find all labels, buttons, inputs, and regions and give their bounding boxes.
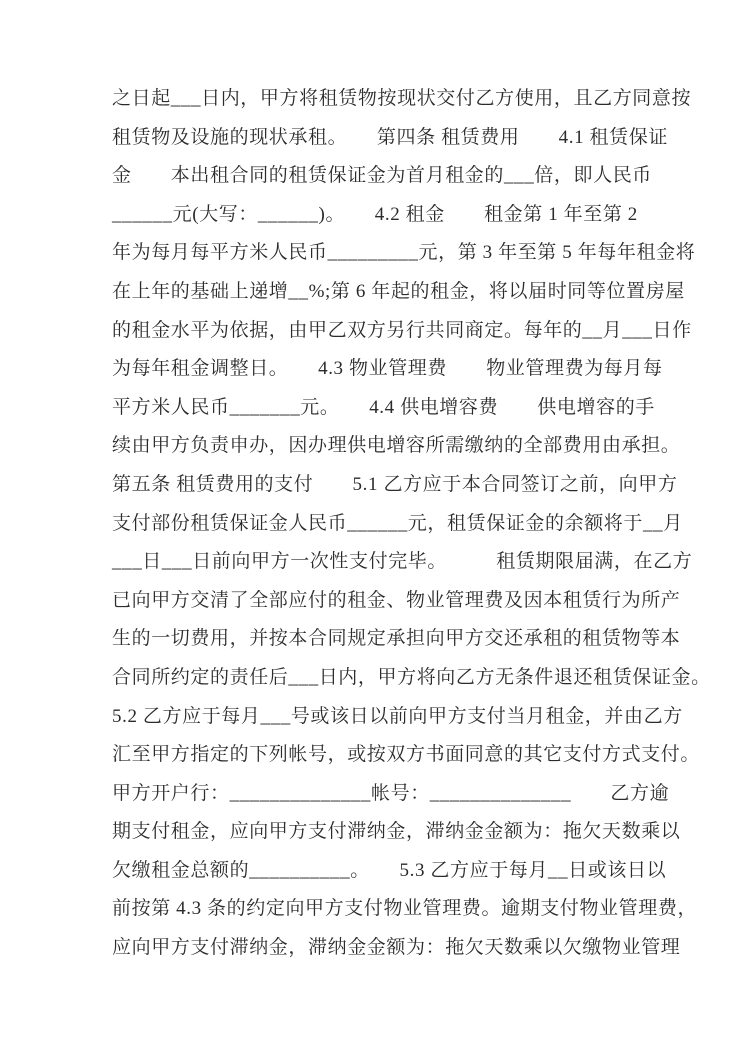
document-line: 5.2 乙方应于每月___号或该日以前向甲方支付当月租金，并由乙方 <box>112 705 683 727</box>
document-line: 欠缴租金总额的__________。 5.3 乙方应于每月__日或该日以 <box>112 859 667 881</box>
document-line: ___日___日前向甲方一次性支付完毕。 租赁期限届满，在乙方 <box>112 551 693 573</box>
document-line: 应向甲方支付滞纳金，滞纳金金额为：拖欠天数乘以欠缴物业管理 <box>112 937 681 959</box>
document-line: 在上年的基础上递增__%;第 6 年起的租金，将以届时同等位置房屋 <box>112 280 685 302</box>
document-line: 支付部份租赁保证金人民币______元，租赁保证金的余额将于__月 <box>112 512 683 534</box>
document-line: ______元(大写：______)。 4.2 租金 租金第 1 年至第 2 <box>112 203 638 225</box>
document-line: 平方米人民币_______元。 4.4 供电增容费 供电增容的手 <box>112 396 655 418</box>
document-line: 续由甲方负责申办，因办理供电增容所需缴纳的全部费用由承担。 <box>112 435 681 457</box>
document-line: 期支付租金，应向甲方支付滞纳金，滞纳金金额为：拖欠天数乘以 <box>112 821 681 843</box>
document-line: 租赁物及设施的现状承租。 第四条 租赁费用 4.1 租赁保证 <box>112 126 668 148</box>
document-line: 金 本出租合同的租赁保证金为首月租金的___倍，即人民币 <box>112 165 652 187</box>
document-line: 生的一切费用，并按本合同规定承担向甲方交还承租的租赁物等本 <box>112 628 681 650</box>
contract-text-block <box>112 80 711 968</box>
document-line: 汇至甲方指定的下列帐号，或按双方书面同意的其它支付方式支付。 <box>112 744 701 766</box>
document-line: 为每年租金调整日。 4.3 物业管理费 物业管理费为每月每 <box>112 358 663 380</box>
document-line: 已向甲方交清了全部应付的租金、物业管理费及因本租赁行为所产 <box>112 589 681 611</box>
document-line: 第五条 租赁费用的支付 5.1 乙方应于本合同签订之前，向甲方 <box>112 473 678 495</box>
document-line: 甲方开户行：______________帐号：______________ 乙方逾 <box>112 782 670 804</box>
document-line: 之日起___日内，甲方将租赁物按现状交付乙方使用，且乙方同意按 <box>112 88 692 109</box>
document-line: 前按第 4.3 条的约定向甲方支付物业管理费。逾期支付物业管理费， <box>112 898 698 920</box>
document-line: 的租金水平为依据，由甲乙双方另行共同商定。每年的__月___日作 <box>112 319 692 341</box>
document-line: 合同所约定的责任后___日内，甲方将向乙方无条件退还租赁保证金。 <box>112 666 711 688</box>
document-line: 年为每月每平方米人民币_________元，第 3 年至第 5 年每年租金将 <box>112 242 696 264</box>
